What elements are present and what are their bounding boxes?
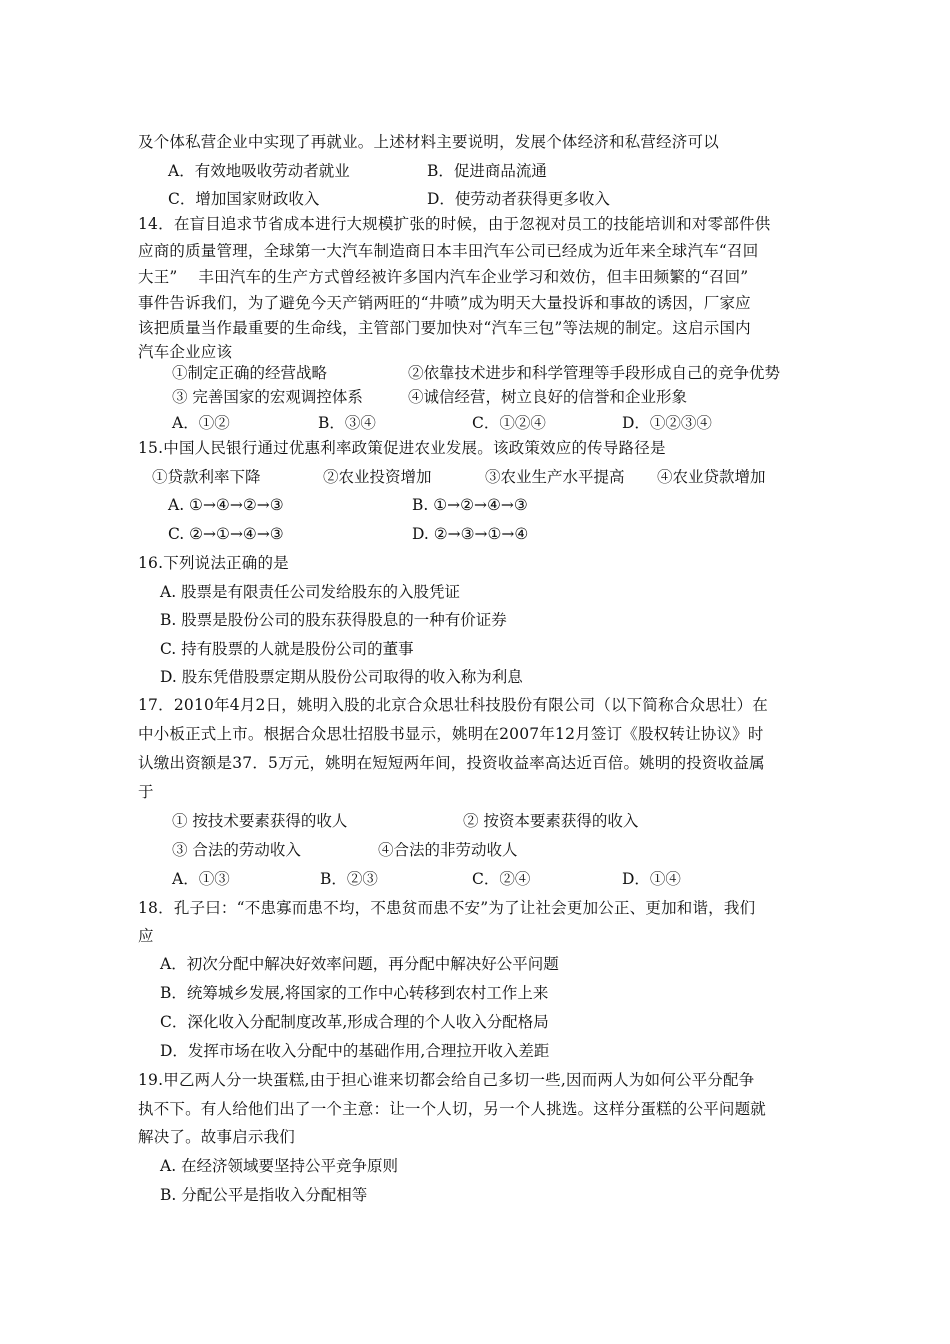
q15-option-b: B. ①→②→④→③	[412, 496, 528, 514]
q18-stem-line: 应	[138, 927, 154, 945]
q15-option-c: C. ②→①→④→③	[168, 525, 284, 543]
q14-stem-line: 大王” 丰田汽车的生产方式曾经被许多国内汽车企业学习和效仿，但丰田频繁的“召回”	[138, 268, 749, 286]
q13-option-c: C．增加国家财政收入	[168, 190, 320, 208]
q14-statement-3: ③ 完善国家的宏观调控体系	[172, 388, 363, 406]
q19-option-b: B. 分配公平是指收入分配相等	[160, 1186, 368, 1204]
q16-option-a: A. 股票是有限责任公司发给股东的入股凭证	[160, 583, 461, 601]
q14-stem-line: 事件告诉我们，为了避免今天产销两旺的“井喷”成为明天大量投诉和事故的诱因，厂家应	[138, 294, 751, 312]
q16-option-d: D. 股东凭借股票定期从股份公司取得的收入称为利息	[160, 668, 523, 686]
q17-option-b: B．②③	[320, 870, 378, 888]
q14-option-b: B．③④	[318, 414, 376, 432]
q18-option-c: C．深化收入分配制度改革,形成合理的个人收入分配格局	[160, 1013, 549, 1031]
q14-statement-1: ①制定正确的经营战略	[172, 364, 328, 382]
q14-option-c: C．①②④	[472, 414, 546, 432]
q16-option-b: B. 股票是股份公司的股东获得股息的一种有价证券	[160, 611, 507, 629]
q13-option-a: A．有效地吸收劳动者就业	[168, 162, 350, 180]
q18-option-b: B．统筹城乡发展,将国家的工作中心转移到农村工作上来	[160, 984, 549, 1002]
q17-statement-3: ③ 合法的劳动收入	[172, 841, 301, 859]
q19-stem-line: 执不下。有人给他们出了一个主意：让一个人切，另一个人挑选。这样分蛋糕的公平问题就	[138, 1100, 767, 1118]
q13-option-b: B．促进商品流通	[427, 162, 547, 180]
q19-stem-line: 解决了。故事启示我们	[138, 1128, 296, 1146]
q15-option-d: D. ②→③→①→④	[412, 525, 529, 543]
q18-stem-line: 18．孔子曰：“不患寡而患不均，不患贫而患不安”为了让社会更加公正、更加和谐，我们	[138, 899, 756, 917]
q17-option-d: D．①④	[622, 870, 681, 888]
q14-option-a: A．①②	[172, 414, 230, 432]
q15-statement-3: ③农业生产水平提高	[485, 468, 625, 486]
q17-statement-2: ② 按资本要素获得的收入	[463, 812, 639, 830]
q13-intro: 及个体私营企业中实现了再就业。上述材料主要说明，发展个体经济和私营经济可以	[138, 133, 719, 151]
q14-stem-line: 14．在盲目追求节省成本进行大规模扩张的时候，由于忽视对员工的技能培训和对零部件供	[138, 215, 771, 233]
q17-stem-line: 17．2010年4月2日，姚明入股的北京合众思壮科技股份有限公司（以下简称合众思壮）在	[138, 696, 768, 714]
q14-stem-line: 该把质量当作最重要的生命线，主管部门要加快对“汽车三包”等法规的制定。这启示国内	[138, 319, 751, 337]
q17-statement-1: ① 按技术要素获得的收人	[172, 812, 348, 830]
q14-stem-line: 汽车企业应该	[138, 343, 233, 361]
q15-option-a: A. ①→④→②→③	[168, 496, 284, 514]
q18-option-a: A．初次分配中解决好效率问题，再分配中解决好公平问题	[160, 955, 559, 973]
q17-option-c: C．②④	[472, 870, 531, 888]
q16-option-c: C. 持有股票的人就是股份公司的董事	[160, 640, 414, 658]
q15-stem: 15.中国人民银行通过优惠利率政策促进农业发展。该政策效应的传导路径是	[138, 439, 666, 457]
q15-statement-2: ②农业投资增加	[323, 468, 432, 486]
q19-option-a: A. 在经济领域要坚持公平竞争原则	[160, 1157, 399, 1175]
q15-statement-4: ④农业贷款增加	[657, 468, 766, 486]
q19-stem-line: 19.甲乙两人分一块蛋糕,由于担心谁来切都会给自己多切一些,因而两人为如何公平分配争	[138, 1071, 755, 1089]
q16-stem: 16.下列说法正确的是	[138, 554, 289, 572]
q14-option-d: D．①②③④	[622, 414, 712, 432]
q17-statement-4: ④合法的非劳动收人	[378, 841, 518, 859]
q17-stem-line: 于	[138, 783, 154, 801]
q14-stem-line: 应商的质量管理，全球第一大汽车制造商日本丰田汽车公司已经成为近年来全球汽车“召回	[138, 242, 759, 260]
q17-option-a: A．①③	[172, 870, 230, 888]
q17-stem-line: 中小板正式上市。根据合众思壮招股书显示，姚明在2007年12月签订《股权转让协议》时	[138, 725, 764, 743]
q14-statement-2: ②依靠技术进步和科学管理等手段形成自己的竞争优势	[408, 364, 781, 382]
q14-statement-4: ④诚信经营，树立良好的信誉和企业形象	[408, 388, 688, 406]
q17-stem-line: 认缴出资额是37．5万元，姚明在短短两年间，投资收益率高达近百倍。姚明的投资收益属	[138, 754, 765, 772]
q13-option-d: D．使劳动者获得更多收入	[427, 190, 610, 208]
q18-option-d: D．发挥市场在收入分配中的基础作用,合理拉开收入差距	[160, 1042, 550, 1060]
q15-statement-1: ①贷款利率下降	[152, 468, 261, 486]
